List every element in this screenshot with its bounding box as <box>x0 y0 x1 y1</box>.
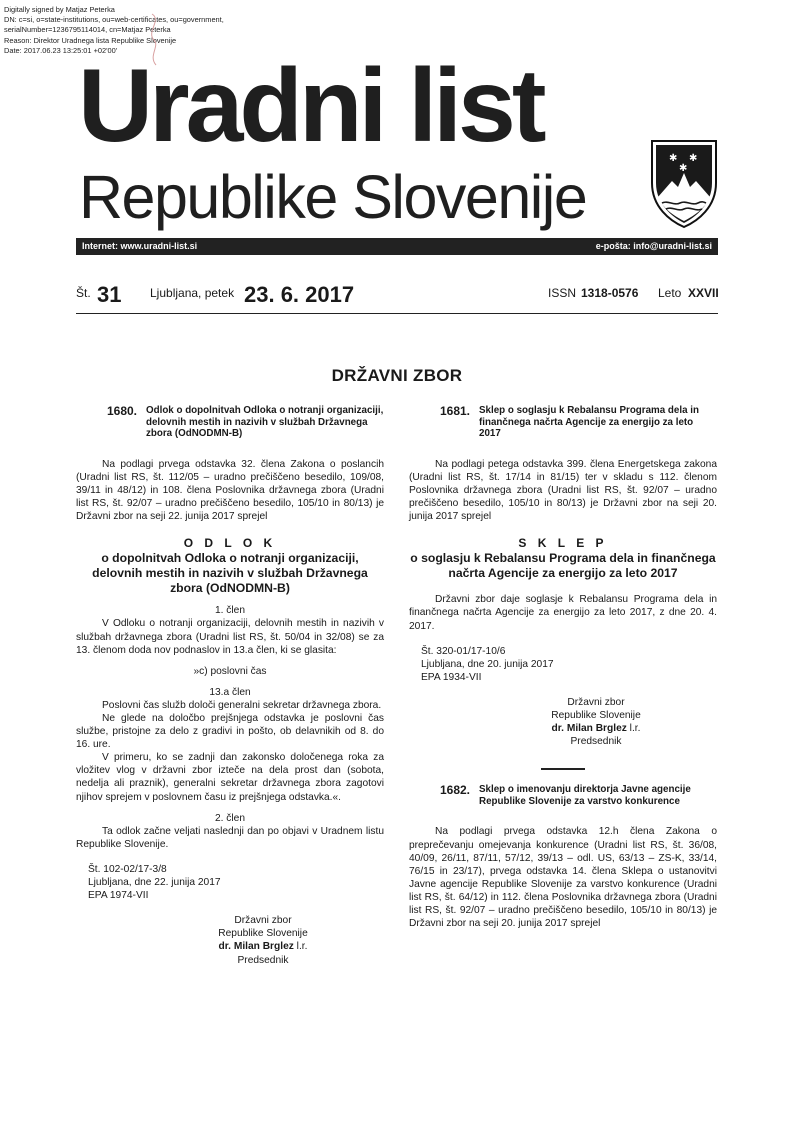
signatory-org: Republike Slovenije <box>551 710 641 721</box>
act-heading-title: Sklep o soglasju k Rebalansu Programa dela in finančnega načrta Agencije za energijo za leto 2017 <box>479 405 699 440</box>
issue-line <box>76 282 718 310</box>
preamble: Na podlagi prvega odstavka 12.h člena Zakona o preprečevanju omejevanja konkurence (Uradni list RS, št. 36/08, 40/09, 26/11, 87/11, 57/12, 39/13 – odl. US, 63/13 – ZS-K, 33/14, 76/15 in 23/17), prvega odstavka 14. člena Sklepa o ustanovitvi Javne agencije Republike Slovenije za varstvo konkurence (Uradni list RS, št. 64/12) in 112. člena Poslovnika državnega zbora (Uradni list RS, št. 92/07 – uradno prečiščeno besedilo, 105/10 in 80/13) je Državni zbor na seji 20. junija 2017 sprejel <box>409 826 717 930</box>
signature-line: Reason: Direktor Uradnega lista Republike Slovenije <box>4 35 177 45</box>
act-number: 1680. <box>106 404 137 418</box>
article-text: V Odloku o notranji organizaciji, delovnih mestih in nazivih v službah državnega zbora (Uradni list RS, št. 50/04 in 32/08) se za 13. členom doda nov podnaslov in 13.a člen, ki se glasita: <box>76 618 384 656</box>
contact-bar <box>76 238 718 255</box>
email-link[interactable]: e-pošta: info@uradni-list.si <box>595 241 712 251</box>
leto-value: XXVII <box>688 286 719 300</box>
website-link[interactable]: Internet: www.uradni-list.si <box>82 241 198 251</box>
signatory-role: Predsednik <box>237 954 289 966</box>
issn-value: 1318-0576 <box>581 286 639 300</box>
article-heading: 13.a člen <box>209 686 251 698</box>
act-number: 1681. <box>439 404 470 418</box>
subheading: »c) poslovni čas <box>193 665 267 677</box>
act-heading-title: Odlok o dopolnitvah Odloka o notranji organizaciji, delovnih mestih in nazivih v službah Državnega zbora (OdNODMN-B) <box>146 405 384 440</box>
header-rule <box>76 313 718 314</box>
signatory-org: Državni zbor <box>234 915 292 927</box>
issue-date: 23. 6. 2017 <box>244 282 355 307</box>
reference-epa: EPA 1974-VII <box>88 890 149 902</box>
act-heading <box>409 784 717 807</box>
svg-text:✱: ✱ <box>679 163 688 174</box>
section-divider <box>541 768 585 770</box>
signature-line: serialNumber=1236795114014, cn=Matjaz Peterka <box>4 25 171 35</box>
article-text: Ne glede na določbo prejšnjega odstavka je poslovni čas službe, pristojne za delo z gradivi in pošto, ob delavnikih od 8. do 16. ure. <box>76 713 384 751</box>
left-column <box>76 405 384 967</box>
issue-number: 31 <box>97 282 122 307</box>
article-text: Ta odlok začne veljati naslednji dan po objavi v Uradnem listu Republike Slovenije. <box>76 825 384 850</box>
preamble: Na podlagi petega odstavka 399. člena Energetskega zakona (Uradni list RS, št. 17/14 in 81/15) ter v skladu s 112. členom Poslovnika državnega zbora (Uradni list RS, št. 92/07 – uradno prečiščeno besedilo, 105/10 in 80/13) je Državni zbor na seji 20. junija 2017 sprejel <box>409 458 717 523</box>
reference-epa: EPA 1934-VII <box>421 671 482 683</box>
act-type: O D L O K <box>183 536 277 551</box>
act-title: o dopolnitvah Odloka o notranji organizaciji, delovnih mestih in nazivih v službah Državnega zbora (OdNODMN-B) <box>92 551 368 596</box>
article-heading: 1. člen <box>214 605 245 617</box>
reference-number: Št. 320-01/17-10/6 <box>421 645 506 657</box>
signature-block <box>76 914 384 966</box>
signatory-name: dr. Milan Brglez <box>218 941 294 953</box>
article-heading: 2. člen <box>214 812 245 824</box>
right-column <box>409 405 717 930</box>
signatory-suffix: l.r. <box>626 723 641 735</box>
signature-line: Digitally signed by Matjaz Peterka <box>4 5 115 14</box>
signature-line: DN: c=si, o=state-institutions, ou=web-certificates, ou=government, <box>4 15 224 25</box>
section-title: DRŽAVNI ZBOR <box>331 366 463 385</box>
signature-line: Date: 2017.06.23 13:25:01 +02'00' <box>4 45 118 55</box>
act-heading <box>409 405 717 440</box>
act-number: 1682. <box>439 783 470 798</box>
leto-label: Leto <box>658 286 682 300</box>
act-body: Državni zbor daje soglasje k Rebalansu Programa dela in finančnega načrta Agencije za energijo za leto 2017, z dne 20. 4. 2017. <box>409 594 717 632</box>
signatory-org: Republike Slovenije <box>218 928 308 940</box>
act-title: o soglasju k Rebalansu Programa dela in finančnega načrta Agencije za energijo za leto 2017 <box>410 551 716 581</box>
issue-st-label: Št. <box>76 286 91 300</box>
signatory <box>475 722 717 735</box>
reference-number: Št. 102-02/17-3/8 <box>88 863 167 875</box>
svg-text:✱: ✱ <box>689 153 698 164</box>
signatory-suffix: l.r. <box>293 941 308 953</box>
preamble: Na podlagi prvega odstavka 32. člena Zakona o poslancih (Uradni list RS, št. 112/05 – uradno prečiščeno besedilo, 109/08, 39/11 in 48/12) in 108. člena Poslovnika državnega zbora (Uradni list RS, št. 92/07 – uradno prečiščeno besedilo, 105/10 in 80/13) je Državni zbor na seji 22. junija 2017 sprejel <box>76 458 384 523</box>
signatory <box>142 940 384 953</box>
reference-place-date: Ljubljana, dne 22. junija 2017 <box>88 877 221 889</box>
signatory-role: Predsednik <box>570 736 622 748</box>
reference-block <box>409 645 717 684</box>
masthead-subtitle: Republike Slovenije <box>79 163 587 231</box>
reference-block <box>76 863 384 902</box>
act-heading-title: Sklep o imenovanju direktorja Javne agencije Republike Slovenije za varstvo konkurence <box>479 784 691 807</box>
article-text: Poslovni čas služb določi generalni sekretar državnega zbora. <box>102 699 382 711</box>
signature-block <box>409 696 717 748</box>
svg-text:✱: ✱ <box>669 153 678 164</box>
act-heading <box>76 405 384 440</box>
signatory-org: Državni zbor <box>567 696 625 708</box>
coat-of-arms-icon <box>648 137 720 229</box>
issn-label: ISSN <box>548 286 577 300</box>
article-text: V primeru, ko se zadnji dan zakonsko določenega roka za vložitev vlog v državni zbor izteče na dela prost dan (sobota, nedelja ali praznik), generalni sekretar državnega zbora zagotovi njihov sprejem v poslovnem času iz prejšnjega odstavka.«. <box>76 752 384 803</box>
issue-place-day: Ljubljana, petek <box>150 286 235 300</box>
signatory-name: dr. Milan Brglez <box>551 723 627 735</box>
masthead-title: Uradni list <box>78 48 543 164</box>
reference-place-date: Ljubljana, dne 20. junija 2017 <box>421 658 554 670</box>
act-type: S K L E P <box>518 536 608 551</box>
